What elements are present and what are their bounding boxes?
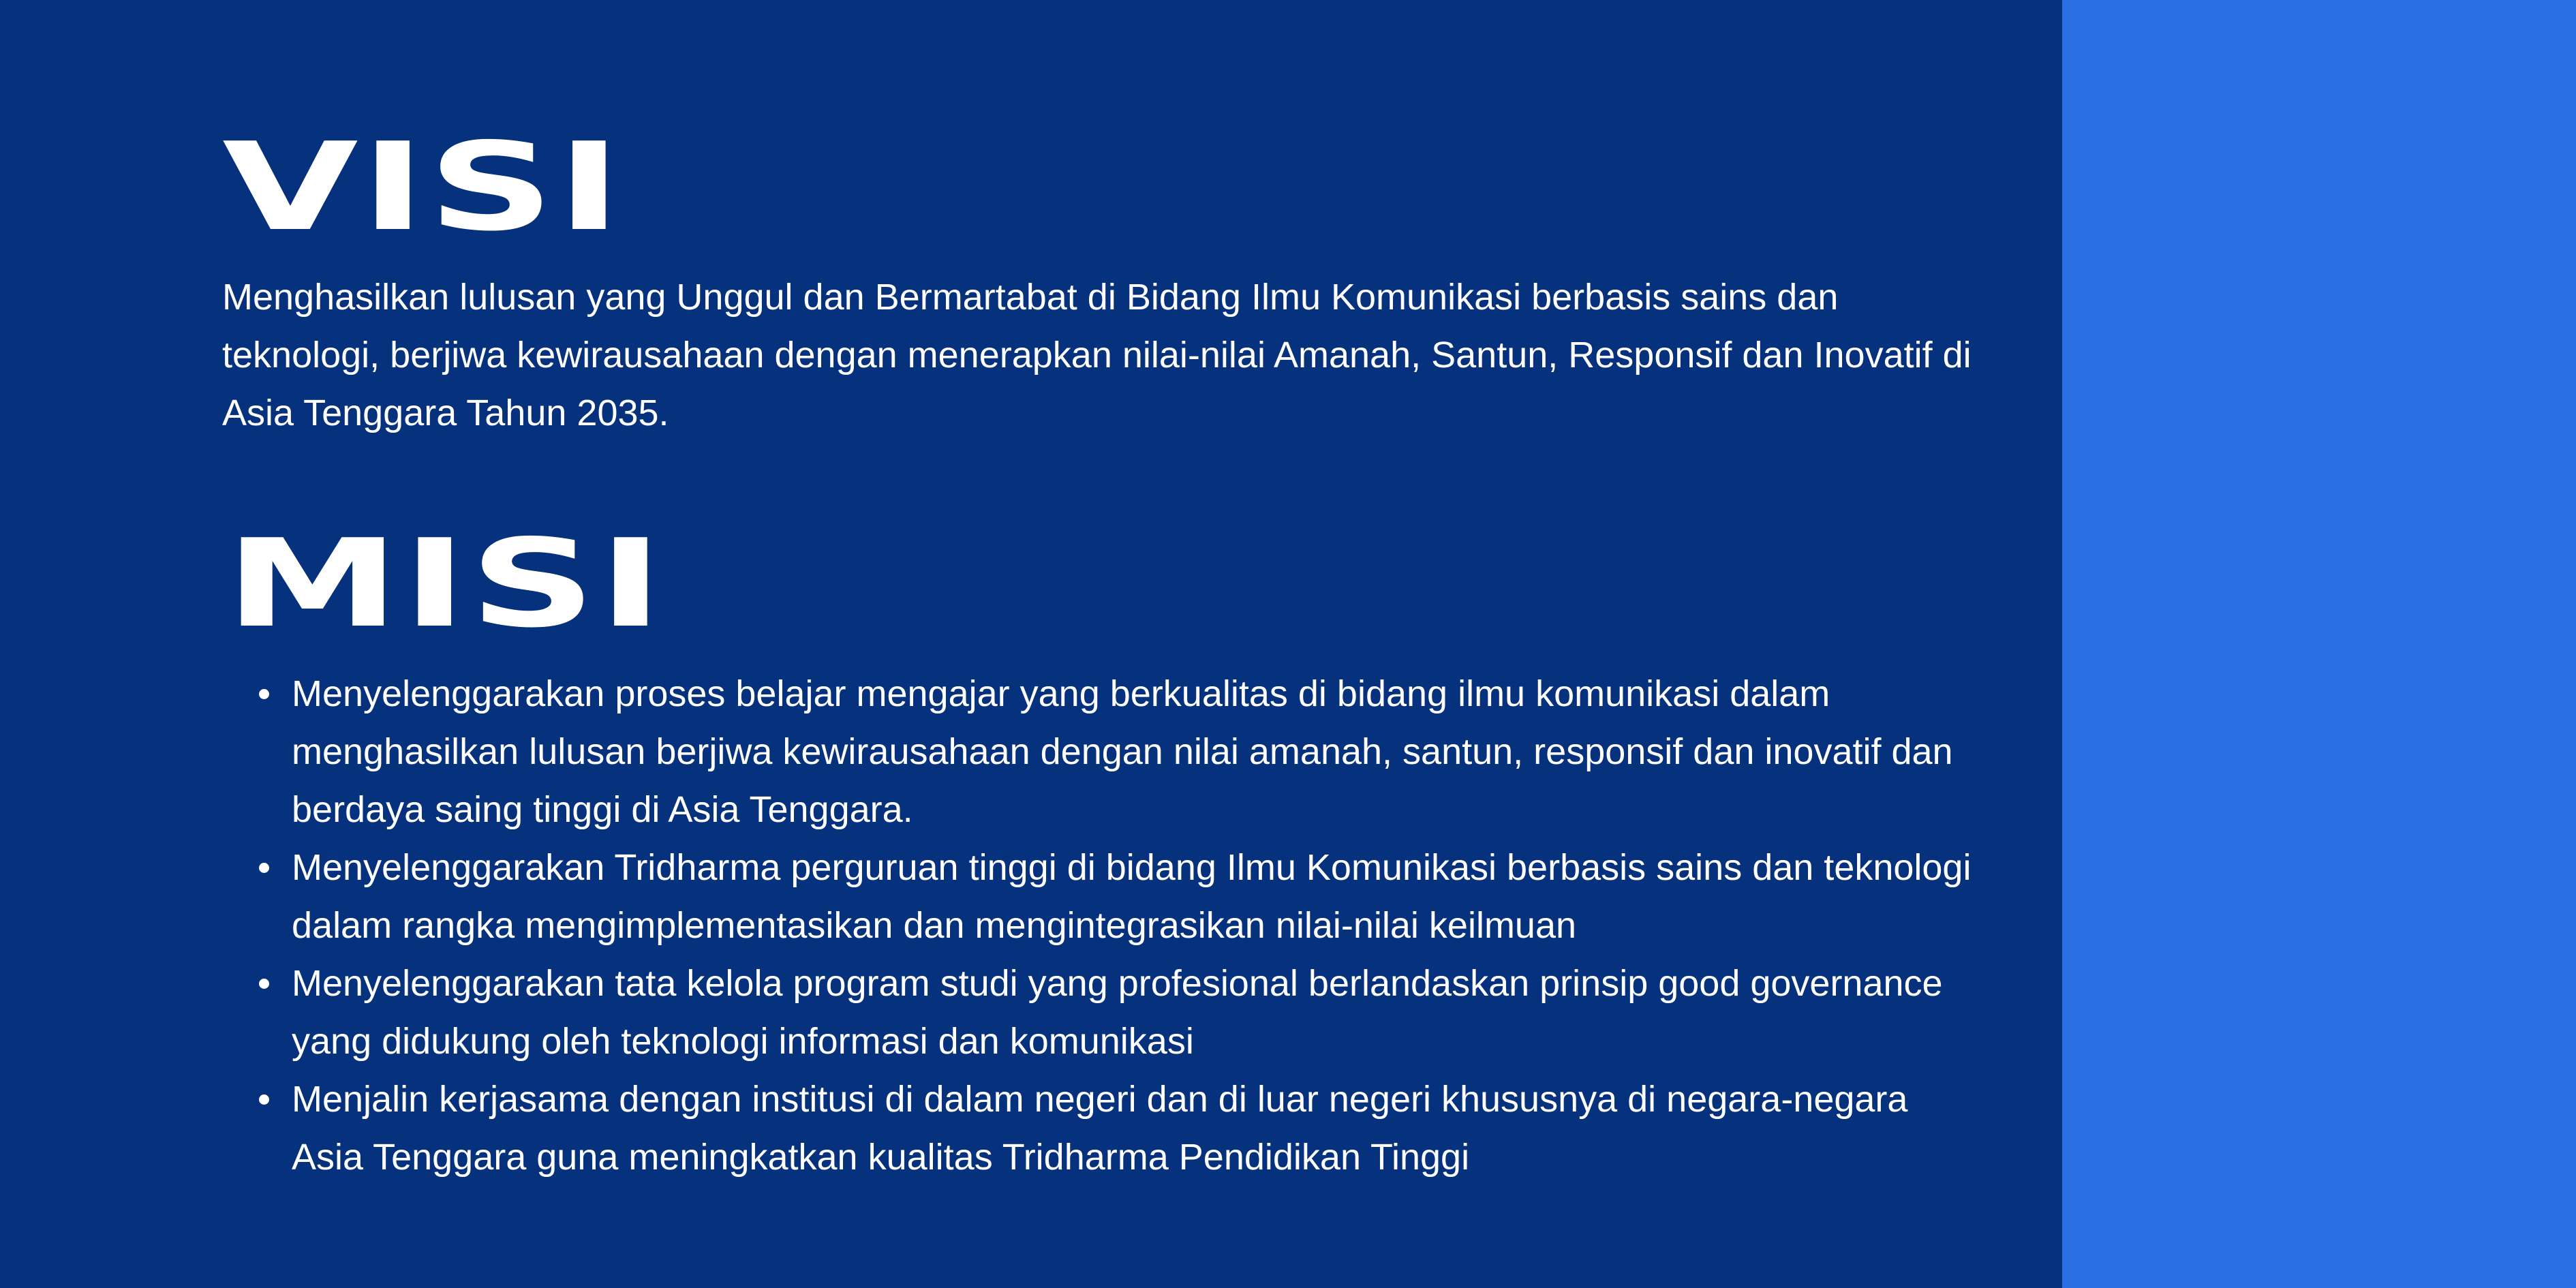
misi-item [292,665,1982,839]
misi-item [292,955,1982,1071]
misi-item-text: Menyelenggarakan tata kelola program studi yang profesional berlandaskan prinsip good governance yang didukung oleh teknologi informasi dan komunikasi [292,963,1943,1062]
misi-item-text: Menjalin kerjasama dengan institusi di dalam negeri dan di luar negeri khususnya di negara-negara Asia Tenggara guna meningkatkan kualitas Tridharma Pendidikan Tinggi [292,1079,1908,1178]
misi-item-text: Menyelenggarakan proses belajar mengajar yang berkualitas di bidang ilmu komunikasi dalam menghasilkan lulusan berjiwa kewirausahaan dengan nilai amanah, santun, responsif dan inovatif dan berdaya saing tinggi di Asia Tenggara. [292,673,1953,830]
bullet-icon [259,863,269,873]
misi-item-text: Menyelenggarakan Tridharma perguruan tinggi di bidang Ilmu Komunikasi berbasis sains dan teknologi dalam rangka mengimplementasikan dan mengintegrasikan nilai-nilai keilmuan [292,847,1972,946]
visi-text: Menghasilkan lulusan yang Unggul dan Bermartabat di Bidang Ilmu Komunikasi berbasis sains dan teknologi, berjiwa kewirausahaan dengan menerapkan nilai-nilai Amanah, Santun, Responsif dan Inovatif di Asia Tenggara Tahun 2035. [222,277,1972,433]
bullet-icon [259,689,269,699]
misi-item [292,1071,1982,1186]
misi-list [292,665,1982,1186]
visi-title: VISI [222,117,624,258]
bullet-icon [259,979,269,989]
bullet-icon [259,1094,269,1105]
misi-title: MISI [225,513,666,654]
side-accent-panel [2062,0,2576,1288]
misi-item [292,839,1982,955]
